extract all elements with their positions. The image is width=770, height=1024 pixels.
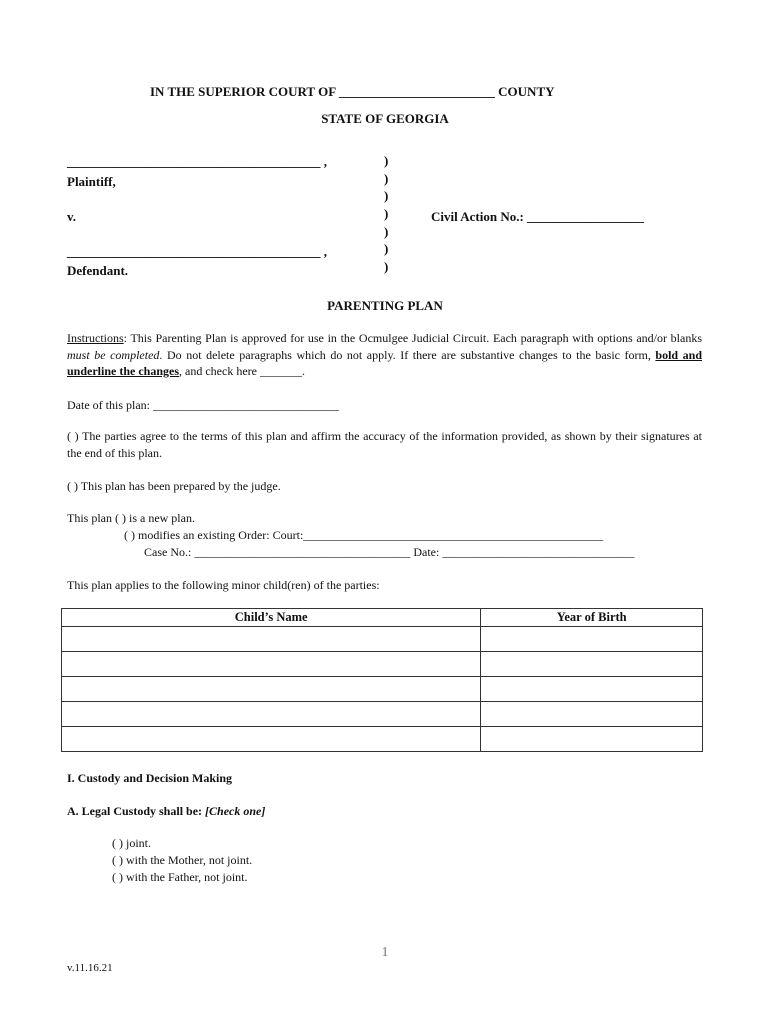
- children-table: [61, 608, 703, 752]
- versus-label: v.: [67, 209, 77, 224]
- check-one-note: [Check one]: [205, 804, 266, 818]
- table-row: [62, 677, 703, 702]
- year-of-birth-header: Year of Birth: [481, 609, 703, 627]
- child-name-cell[interactable]: [62, 652, 481, 677]
- court-heading: IN THE SUPERIOR COURT OF ________________________ COUNTY: [150, 84, 555, 99]
- year-of-birth-cell[interactable]: [481, 652, 703, 677]
- child-name-cell[interactable]: [62, 627, 481, 652]
- defendant-name-blank[interactable]: _______________________________________ ,: [67, 244, 327, 259]
- state-heading: STATE OF GEORGIA: [321, 111, 449, 126]
- table-row: [62, 702, 703, 727]
- caption-paren: ): [384, 241, 389, 257]
- parties-agree-option[interactable]: ( ) The parties agree to the terms of this plan and affirm the accuracy of the information provided, as shown by their signatures at the end of this plan.: [67, 429, 702, 460]
- caption-paren: ): [384, 153, 389, 168]
- children-table-header: [62, 609, 703, 627]
- child-name-header: Child’s Name: [62, 609, 481, 627]
- plaintiff-label: Plaintiff,: [67, 174, 116, 189]
- instructions-paragraph: Instructions: This Parenting Plan is approved for use in the Ocmulgee Judicial Circuit. Each paragraph with options and/or blanks must be completed. Do not delete paragraphs which do not apply. If there are substantive changes to the basic form, bold and underline the changes, and check here _______.: [67, 331, 703, 378]
- plaintiff-name-blank[interactable]: _______________________________________ ,: [67, 154, 327, 169]
- caption-paren: ): [384, 170, 389, 186]
- caption-parentheses: [384, 152, 388, 276]
- caption-paren: ): [384, 223, 389, 239]
- section-custody-heading: I. Custody and Decision Making: [67, 771, 233, 785]
- child-name-cell[interactable]: [62, 727, 481, 752]
- caption-paren: ): [384, 206, 389, 222]
- table-row: [62, 652, 703, 677]
- caption-paren: ): [384, 188, 389, 204]
- defendant-label: Defendant.: [67, 263, 129, 278]
- legal-custody-label: A. Legal Custody shall be:: [67, 804, 203, 818]
- child-name-cell[interactable]: [62, 702, 481, 727]
- instructions-label: Instructions: [67, 331, 124, 345]
- civil-action-number[interactable]: Civil Action No.: __________________: [431, 209, 645, 224]
- child-name-cell[interactable]: [62, 677, 481, 702]
- table-row: [62, 627, 703, 652]
- modifies-order-option[interactable]: ( ) modifies an existing Order: Court:__________________________________________________: [124, 528, 604, 542]
- year-of-birth-cell[interactable]: [481, 677, 703, 702]
- version-label: v.11.16.21: [67, 962, 113, 974]
- custody-option-mother[interactable]: ( ) with the Mother, not joint.: [112, 853, 253, 867]
- children-intro: This plan applies to the following minor child(ren) of the parties:: [67, 578, 380, 592]
- custody-option-joint[interactable]: ( ) joint.: [112, 836, 151, 850]
- legal-custody-heading: [67, 803, 265, 820]
- plan-date-field[interactable]: Date of this plan: _______________________________: [67, 398, 339, 412]
- table-row: [62, 727, 703, 752]
- document-title: PARENTING PLAN: [327, 298, 443, 313]
- changes-checkbox-blank[interactable]: , and check here _______.: [179, 364, 305, 378]
- page-number: 1: [381, 945, 389, 960]
- judge-prepared-option[interactable]: ( ) This plan has been prepared by the judge.: [67, 479, 281, 493]
- caption-paren: ): [384, 259, 389, 275]
- year-of-birth-cell[interactable]: [481, 627, 703, 652]
- new-plan-option[interactable]: This plan ( ) is a new plan.: [67, 511, 195, 525]
- year-of-birth-cell[interactable]: [481, 727, 703, 752]
- case-number-date-fields[interactable]: Case No.: ____________________________________ Date: ________________________________: [144, 545, 635, 559]
- custody-option-father[interactable]: ( ) with the Father, not joint.: [112, 870, 248, 884]
- year-of-birth-cell[interactable]: [481, 702, 703, 727]
